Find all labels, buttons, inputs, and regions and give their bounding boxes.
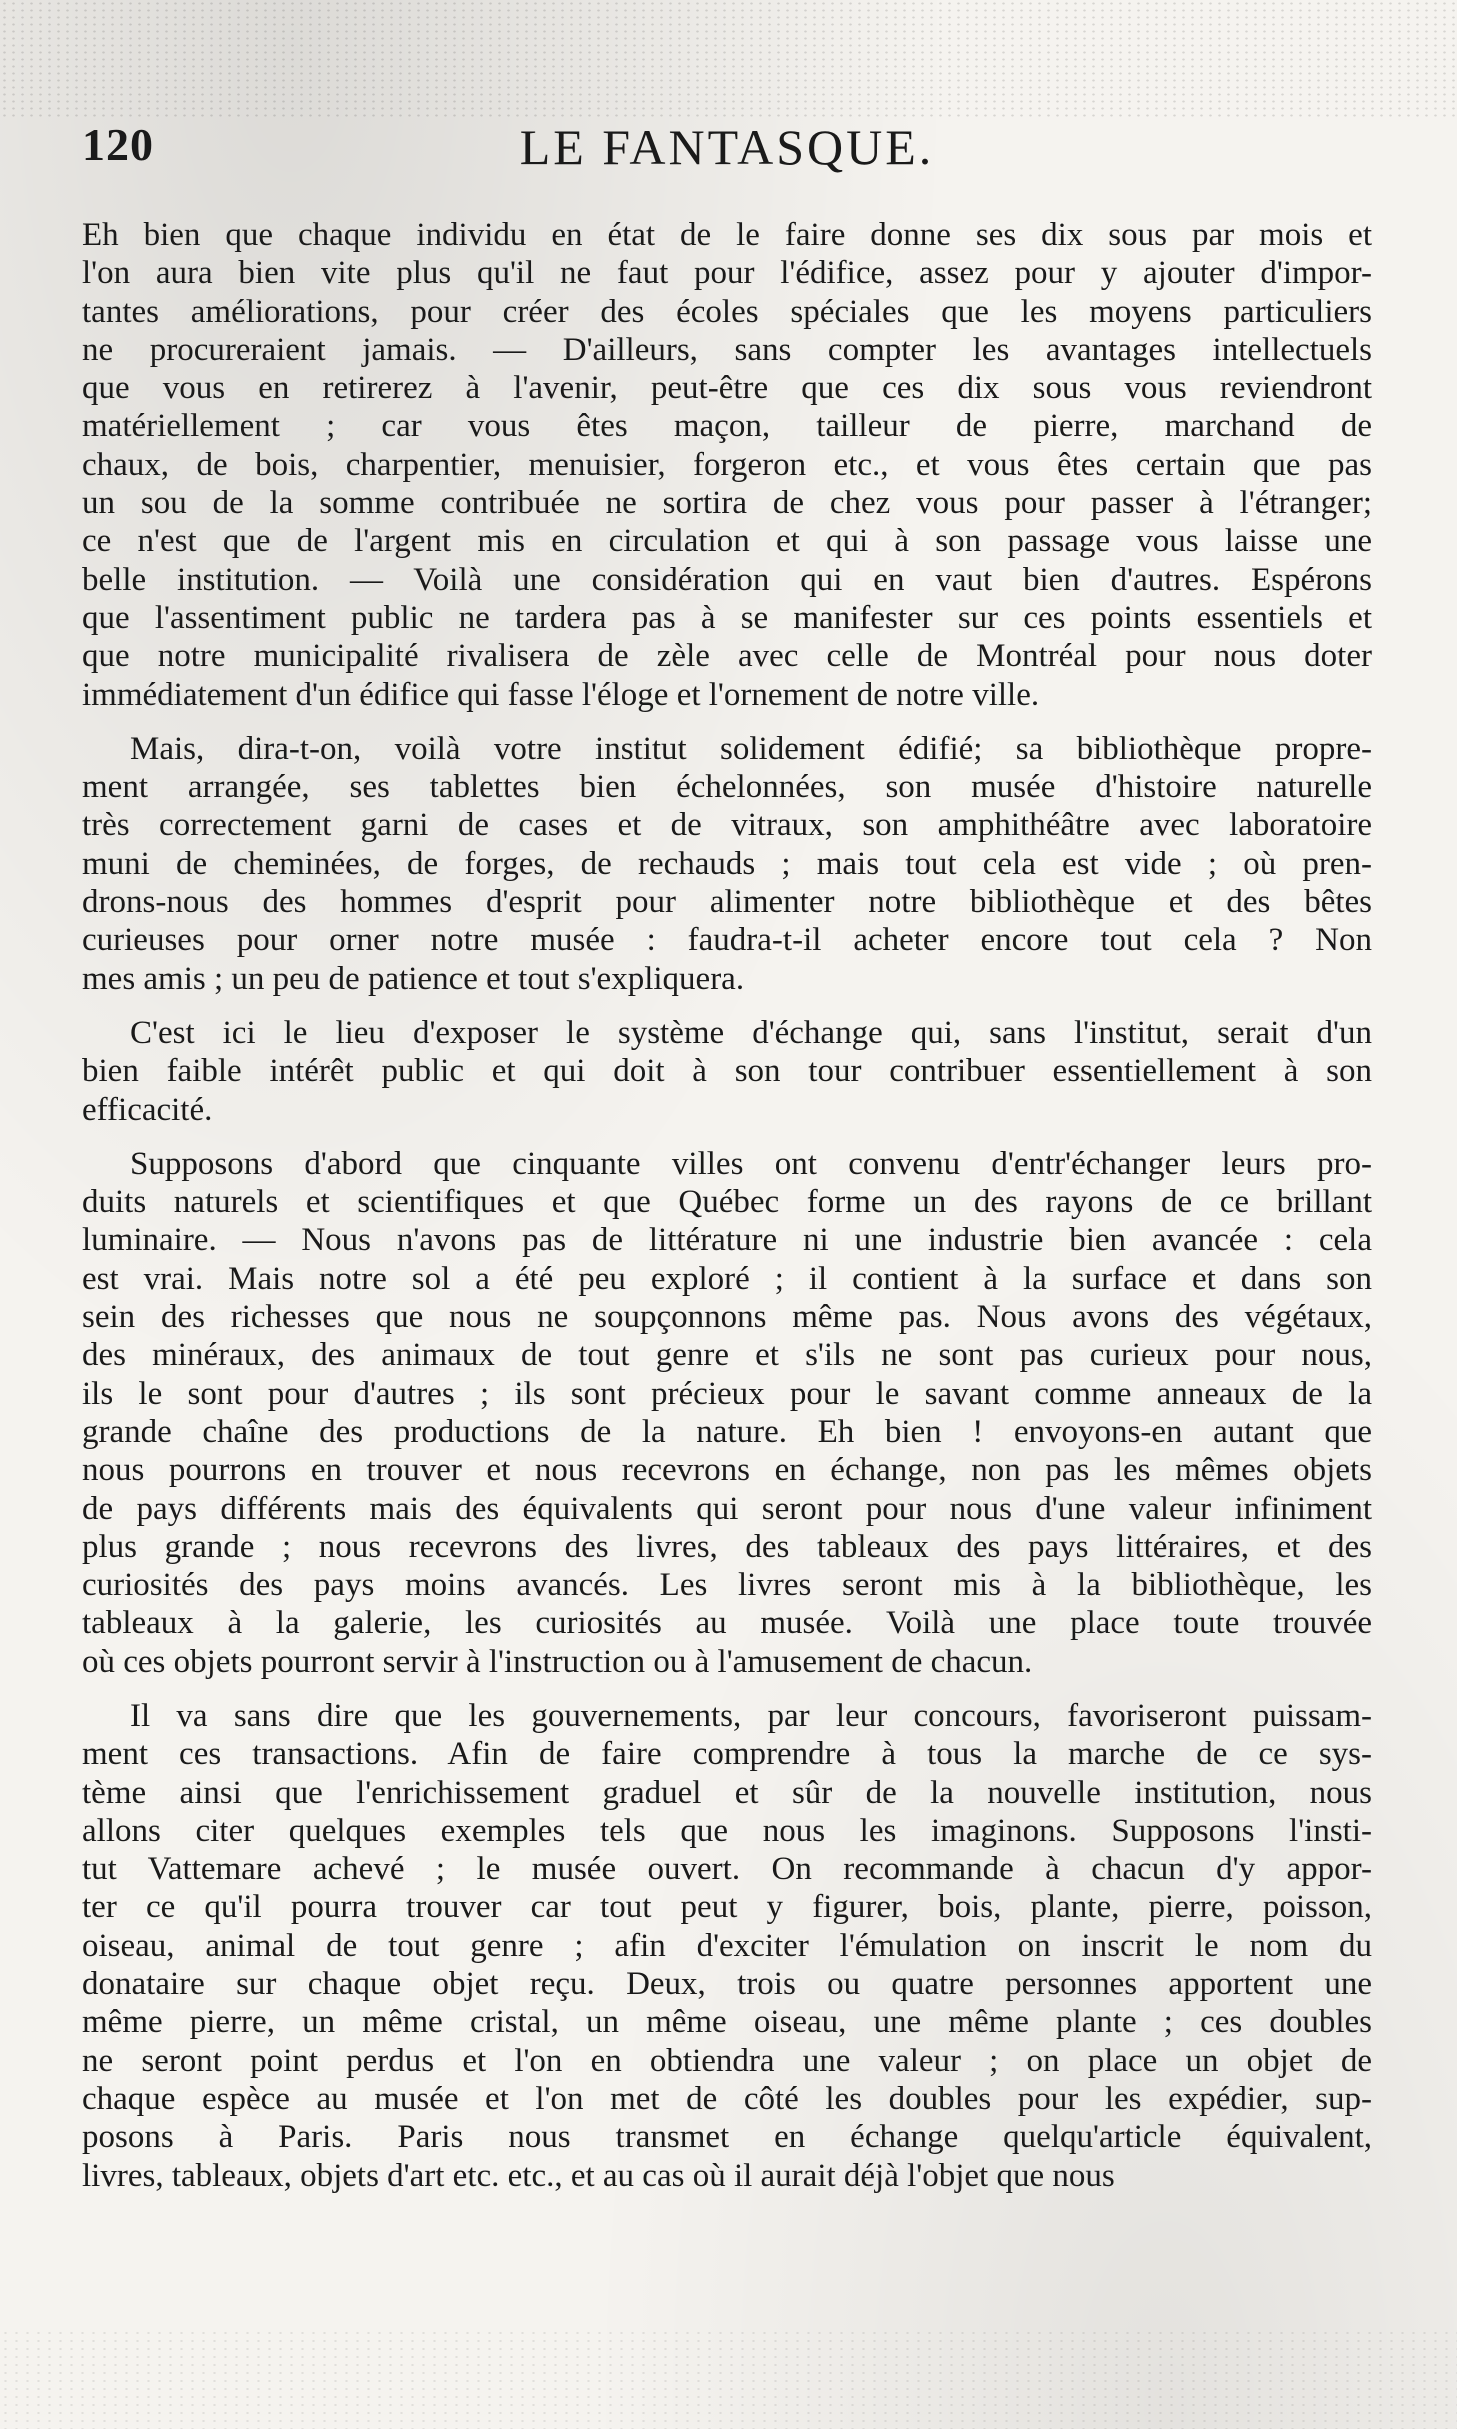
- scan-noise-bottom: [0, 2329, 1457, 2429]
- text-line: tableaux à la galerie, les curiosités au musée. Voilà une place toute trouvée: [82, 1605, 1372, 1642]
- text-line: l'on aura bien vite plus qu'il ne faut pour l'édifice, assez pour y ajouter d'impor-: [82, 255, 1372, 292]
- text-line: muni de cheminées, de forges, de rechauds ; mais tout cela est vide ; où pren-: [82, 845, 1372, 882]
- text-line: C'est ici le lieu d'exposer le système d'échange qui, sans l'institut, serait d'un: [130, 1014, 1372, 1051]
- text-line: matériellement ; car vous êtes maçon, tailleur de pierre, marchand de: [82, 408, 1372, 445]
- text-line: Mais, dira-t-on, voilà votre institut solidement édifié; sa bibliothèque propre-: [130, 730, 1372, 767]
- scan-noise-top: [0, 0, 1457, 120]
- text-line: allons citer quelques exemples tels que nous les imaginons. Supposons l'insti-: [82, 1812, 1372, 1849]
- text-line: efficacité.: [82, 1091, 213, 1128]
- text-line: que l'assentiment public ne tardera pas à se manifester sur ces points essentiels et: [82, 599, 1372, 636]
- text-line: nous pourrons en trouver et nous recevrons en échange, non pas les mêmes objets: [82, 1452, 1372, 1489]
- text-line: que notre municipalité rivalisera de zèle avec celle de Montréal pour nous doter: [82, 638, 1372, 675]
- text-line: ment ces transactions. Afin de faire comprendre à tous la marche de ce sys-: [82, 1736, 1372, 1773]
- paragraph: [82, 1014, 1372, 1129]
- text-line: luminaire. — Nous n'avons pas de littérature ni une industrie bien avancée : cela: [82, 1222, 1372, 1259]
- body-text: [82, 216, 1372, 2195]
- text-line: ils le sont pour d'autres ; ils sont précieux pour le savant comme anneaux de la: [82, 1375, 1372, 1412]
- text-line: ne seront point perdus et l'on en obtiendra une valeur ; on place un objet de: [82, 2042, 1372, 2079]
- text-line: Supposons d'abord que cinquante villes ont convenu d'entr'échanger leurs pro-: [130, 1145, 1372, 1182]
- text-line: Il va sans dire que les gouvernements, par leur concours, favoriseront puissam-: [130, 1697, 1372, 1734]
- text-line: ter ce qu'il pourra trouver car tout peut y figurer, bois, plante, pierre, poisson,: [82, 1889, 1372, 1926]
- text-line: ment arrangée, ses tablettes bien échelonnées, son musée d'histoire naturelle: [82, 769, 1372, 806]
- text-line: immédiatement d'un édifice qui fasse l'éloge et l'ornement de notre ville.: [82, 676, 1040, 713]
- paragraph: [82, 730, 1372, 998]
- text-line: curieuses pour orner notre musée : faudra-t-il acheter encore tout cela ? Non: [82, 922, 1372, 959]
- text-line: que vous en retirerez à l'avenir, peut-être que ces dix sous vous reviendront: [82, 370, 1372, 407]
- text-line: tantes améliorations, pour créer des écoles spéciales que les moyens particuliers: [82, 293, 1372, 330]
- text-line: sein des richesses que nous ne soupçonnons même pas. Nous avons des végétaux,: [82, 1299, 1372, 1336]
- text-line: plus grande ; nous recevrons des livres, des tableaux des pays littéraires, et des: [82, 1528, 1372, 1565]
- text-line: tut Vattemare achevé ; le musée ouvert. On recommande à chacun d'y appor-: [82, 1851, 1372, 1888]
- text-line: drons-nous des hommes d'esprit pour alimenter notre bibliothèque et des bêtes: [82, 884, 1372, 921]
- text-line: est vrai. Mais notre sol a été peu exploré ; il contient à la surface et dans son: [82, 1260, 1372, 1297]
- paragraph: [82, 216, 1372, 714]
- text-line: même pierre, un même cristal, un même oiseau, une même plante ; ces doubles: [82, 2004, 1372, 2041]
- text-line: oiseau, animal de tout genre ; afin d'exciter l'émulation on inscrit le nom du: [82, 1927, 1372, 1964]
- text-line: tème ainsi que l'enrichissement graduel et sûr de la nouvelle institution, nous: [82, 1774, 1372, 1811]
- text-line: posons à Paris. Paris nous transmet en échange quelqu'article équivalent,: [82, 2119, 1372, 2156]
- page-header: [82, 118, 1372, 188]
- text-line: de pays différents mais des équivalents qui seront pour nous d'une valeur infiniment: [82, 1490, 1372, 1527]
- text-line: où ces objets pourront servir à l'instruction ou à l'amusement de chacun.: [82, 1643, 1033, 1680]
- text-line: donataire sur chaque objet reçu. Deux, trois ou quatre personnes apportent une: [82, 1966, 1372, 2003]
- text-line: des minéraux, des animaux de tout genre et s'ils ne sont pas curieux pour nous,: [82, 1337, 1372, 1374]
- text-line: un sou de la somme contribuée ne sortira de chez vous pour passer à l'étranger;: [82, 485, 1372, 522]
- text-line: très correctement garni de cases et de vitraux, son amphithéâtre avec laboratoire: [82, 807, 1372, 844]
- text-line: ce n'est que de l'argent mis en circulation et qui à son passage vous laisse une: [82, 523, 1372, 560]
- text-line: Eh bien que chaque individu en état de le faire donne ses dix sous par mois et: [82, 217, 1372, 253]
- text-line: chaux, de bois, charpentier, menuisier, forgeron etc., et vous êtes certain que pas: [82, 446, 1372, 483]
- paragraph: [82, 1145, 1372, 1681]
- text-line: livres, tableaux, objets d'art etc. etc., et au cas où il aurait déjà l'objet que nous: [82, 2157, 1115, 2194]
- text-line: grande chaîne des productions de la nature. Eh bien ! envoyons-en autant que: [82, 1413, 1372, 1450]
- text-line: duits naturels et scientifiques et que Québec forme un des rayons de ce brillant: [82, 1184, 1372, 1221]
- text-line: ne procureraient jamais. — D'ailleurs, sans compter les avantages intellectuels: [82, 331, 1372, 368]
- text-line: bien faible intérêt public et qui doit à son tour contribuer essentiellement à son: [82, 1053, 1372, 1090]
- text-line: curiosités des pays moins avancés. Les livres seront mis à la bibliothèque, les: [82, 1567, 1372, 1604]
- text-line: belle institution. — Voilà une considération qui en vaut bien d'autres. Espérons: [82, 561, 1372, 598]
- text-line: chaque espèce au musée et l'on met de côté les doubles pour les expédier, sup-: [82, 2080, 1372, 2117]
- running-title: LE FANTASQUE.: [519, 119, 935, 175]
- paragraph: [82, 1697, 1372, 2195]
- page-number: 120: [82, 119, 154, 170]
- text-line: mes amis ; un peu de patience et tout s'expliquera.: [82, 960, 745, 997]
